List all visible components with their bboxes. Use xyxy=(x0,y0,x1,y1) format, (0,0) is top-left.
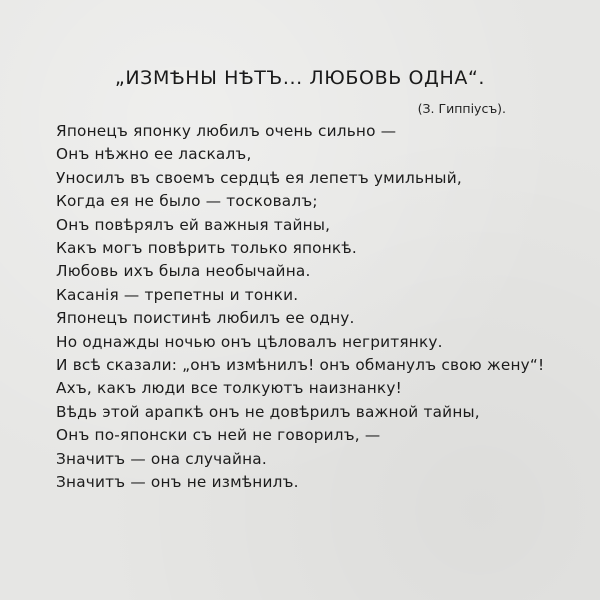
poem-line: Онъ повѣрялъ ей важныя тайны, xyxy=(56,215,331,234)
poem-line: Вѣдь этой арапкѣ онъ не довѣрилъ важной тайны, xyxy=(56,402,480,421)
poem-line: Значитъ — онъ не измѣнилъ. xyxy=(56,473,299,492)
poem-author: (З. Гиппіусъ). xyxy=(417,101,506,116)
poem-line: Японецъ японку любилъ очень сильно — xyxy=(56,122,397,140)
poem-line: И всѣ сказали: „онъ измѣнилъ! онъ обманулъ свою жену“! xyxy=(56,356,545,375)
poem-line: Значитъ — она случайна. xyxy=(56,449,267,468)
poem-line: Уносилъ въ своемъ сердцѣ ея лепетъ умильный, xyxy=(56,168,462,187)
poem-line: Ахъ, какъ люди все толкуютъ наизнанку! xyxy=(56,379,402,398)
poem-line: Какъ могъ повѣрить только японкѣ. xyxy=(56,239,357,258)
poem-line: Любовь ихъ была необычайна. xyxy=(56,262,311,281)
poem-line: Японецъ поистинѣ любилъ ее одну. xyxy=(56,309,355,328)
poem-line: Онъ нѣжно ее ласкалъ, xyxy=(56,145,252,164)
poem-body xyxy=(56,120,544,495)
poem-line: Но однажды ночью онъ цѣловалъ негритянку. xyxy=(56,332,443,351)
poem-line: Онъ по-японски съ ней не говорилъ, — xyxy=(56,426,381,445)
poem-line: Когда ея не было — тосковалъ; xyxy=(56,192,318,211)
poem-line: Касанія — трепетны и тонки. xyxy=(56,285,299,304)
poem-title: „ИЗМѢНЫ НѢТЪ... ЛЮБОВЬ ОДНА“. xyxy=(114,67,486,89)
